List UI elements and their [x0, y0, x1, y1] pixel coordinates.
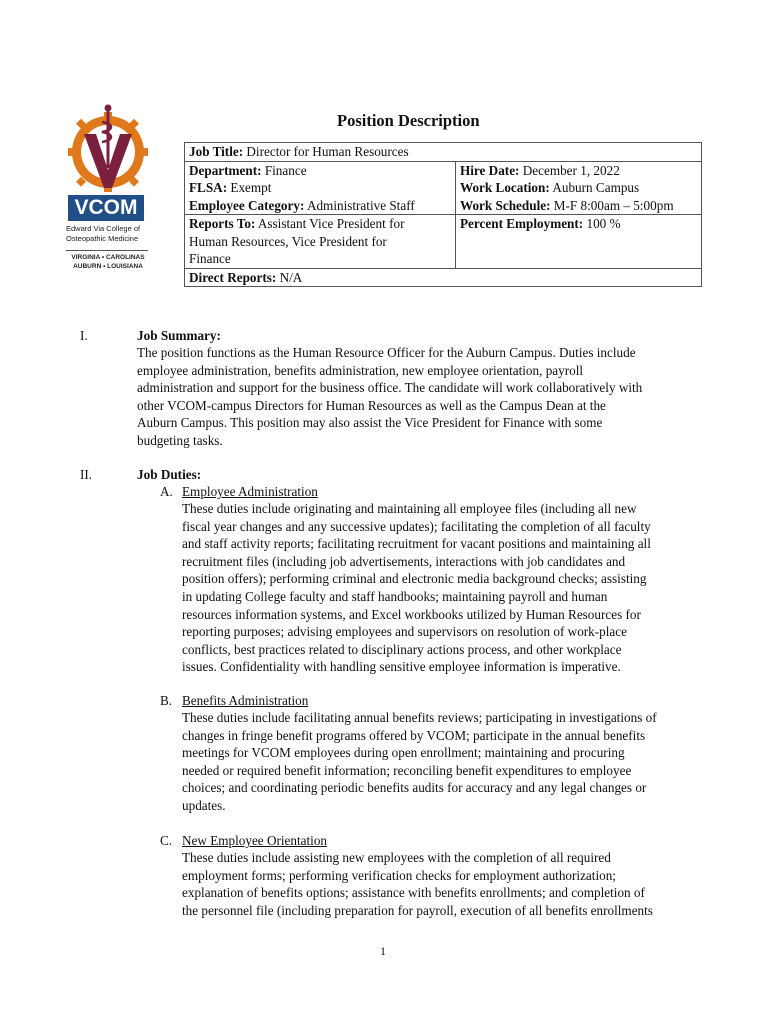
right-details-cell	[456, 161, 702, 215]
duty-line: in updating College faculty and staff handbooks; maintaining payroll and human	[182, 588, 608, 604]
duty-line: conflicts, best practices related to disciplinary actions process, and other workplace	[182, 641, 622, 657]
duty-line: meetings for VCOM employees during open enrollment; maintaining and procuring	[182, 745, 625, 761]
percent-employment-cell	[456, 215, 702, 269]
duty-line: fiscal year changes and any successive updates); facilitating the completion of all faculty	[182, 518, 651, 534]
summary-line: employee administration, benefits administration, new employee orientation, payroll	[137, 362, 584, 378]
duty-line: position offers); performing criminal and electronic media background checks; assisting	[182, 571, 647, 587]
logo-tagline-line1: Edward Via College of	[66, 224, 141, 233]
duty-b-body	[182, 709, 702, 815]
direct-reports-cell	[185, 268, 702, 287]
direct-reports-value: N/A	[279, 269, 303, 285]
vcom-wordmark: VCOM	[68, 195, 144, 221]
duty-line: These duties include originating and maintaining all employee files (including all new	[182, 501, 637, 516]
duty-line: resources information systems, and Excel workbooks utilized by Human Resources for	[182, 606, 641, 622]
position-info-table	[184, 142, 702, 287]
duty-line: recruitment files (including job advertisements, interactions with job candidates and	[182, 553, 626, 569]
job-title-value: Director for Human Resources	[246, 144, 409, 159]
duty-c-body	[182, 849, 702, 919]
duty-b-letter: B.	[160, 693, 173, 708]
document-title: Position Description	[337, 111, 480, 130]
logo-tagline-line2: Osteopathic Medicine	[66, 234, 139, 243]
direct-reports-label: Direct Reports:	[189, 269, 277, 285]
section-ii-heading: Job Duties:	[137, 467, 202, 482]
summary-line: Auburn Campus. This position may also assist the Vice President for Finance with some	[137, 415, 603, 431]
reports-to-line2: Human Resources, Vice President for	[189, 233, 387, 249]
section-i-numeral: I.	[80, 328, 88, 343]
reports-to-cell	[185, 215, 456, 269]
logo-locations-line1: VIRGINIA • CAROLINAS	[71, 254, 145, 261]
logo-locations-line2: AUBURN • LOUISIANA	[73, 263, 143, 270]
flsa-value: Exempt	[230, 180, 272, 195]
work-location-value: Auburn Campus	[552, 180, 640, 195]
hire-date-value: December 1, 2022	[522, 162, 620, 178]
job-summary-text	[137, 344, 702, 450]
vcom-logo	[66, 100, 150, 275]
reports-to-label: Reports To:	[189, 216, 256, 231]
job-title-cell	[185, 143, 702, 162]
duty-line: employment forms; performing verification checks for employment authorization;	[182, 867, 616, 883]
department-value: Finance	[264, 162, 307, 178]
duty-line: choices; and coordinating periodic benefits audits for accuracy and any legal changes or	[182, 780, 647, 796]
duty-a-title: Employee Administration	[182, 484, 318, 499]
logo-divider	[66, 250, 148, 251]
section-i-heading: Job Summary:	[137, 328, 221, 343]
work-schedule-value: M-F 8:00am – 5:00pm	[553, 197, 674, 213]
left-details-cell	[185, 161, 456, 215]
job-title-label: Job Title:	[189, 144, 244, 159]
duty-c-letter: C.	[160, 833, 173, 848]
reports-to-line3: Finance	[189, 251, 231, 266]
duty-c-title: New Employee Orientation	[182, 833, 328, 848]
percent-employment-label: Percent Employment:	[460, 216, 584, 231]
category-label: Employee Category:	[189, 197, 305, 213]
summary-line: administration and support for the business office. The candidate will work collaboratively with	[137, 380, 643, 396]
work-schedule-label: Work Schedule:	[460, 197, 551, 213]
duty-line: and staff activity reports; facilitating recruitment for vacant positions and maintaining all	[182, 536, 651, 552]
duty-line: explanation of benefits options; assistance with benefits enrollments; and completion of	[182, 885, 645, 901]
duty-line: issues. Confidentiality with handling sensitive employee information is imperative.	[182, 659, 621, 675]
duty-line: These duties include assisting new employees with the completion of all required	[182, 850, 611, 865]
duty-line: changes in fringe benefit programs offered by VCOM; participate in the annual benefits	[182, 727, 646, 743]
flsa-label: FLSA:	[189, 180, 228, 195]
duty-line: These duties include facilitating annual benefits reviews; participating in investigations of	[182, 710, 657, 725]
summary-line: other VCOM-campus Directors for Human Resources as well as the Campus Dean at the	[137, 397, 606, 413]
duty-a-body	[182, 500, 702, 676]
work-location-label: Work Location:	[460, 180, 550, 195]
section-ii-numeral: II.	[80, 467, 93, 482]
reports-to-line1: Assistant Vice President for	[257, 216, 405, 231]
summary-line: The position functions as the Human Resource Officer for the Auburn Campus. Duties include	[137, 345, 636, 360]
duty-line: needed or required benefit information; reconciling benefit expenditures to employee	[182, 762, 632, 778]
duty-b-title: Benefits Administration	[182, 693, 309, 708]
page-number: 1	[380, 944, 386, 958]
hire-date-label: Hire Date:	[460, 162, 520, 178]
duty-line: the personnel file (including preparation for payroll, execution of all benefits enrollments	[182, 902, 653, 918]
category-value: Administrative Staff	[306, 197, 415, 213]
duty-line: updates.	[182, 797, 226, 813]
department-label: Department:	[189, 162, 262, 178]
summary-line: budgeting tasks.	[137, 432, 223, 448]
duty-line: reporting purposes; advising employees and supervisors on resolution of work-place	[182, 624, 627, 640]
percent-employment-value: 100 %	[586, 216, 621, 231]
caduceus-emblem-icon	[66, 100, 150, 195]
duty-a-letter: A.	[160, 484, 173, 499]
